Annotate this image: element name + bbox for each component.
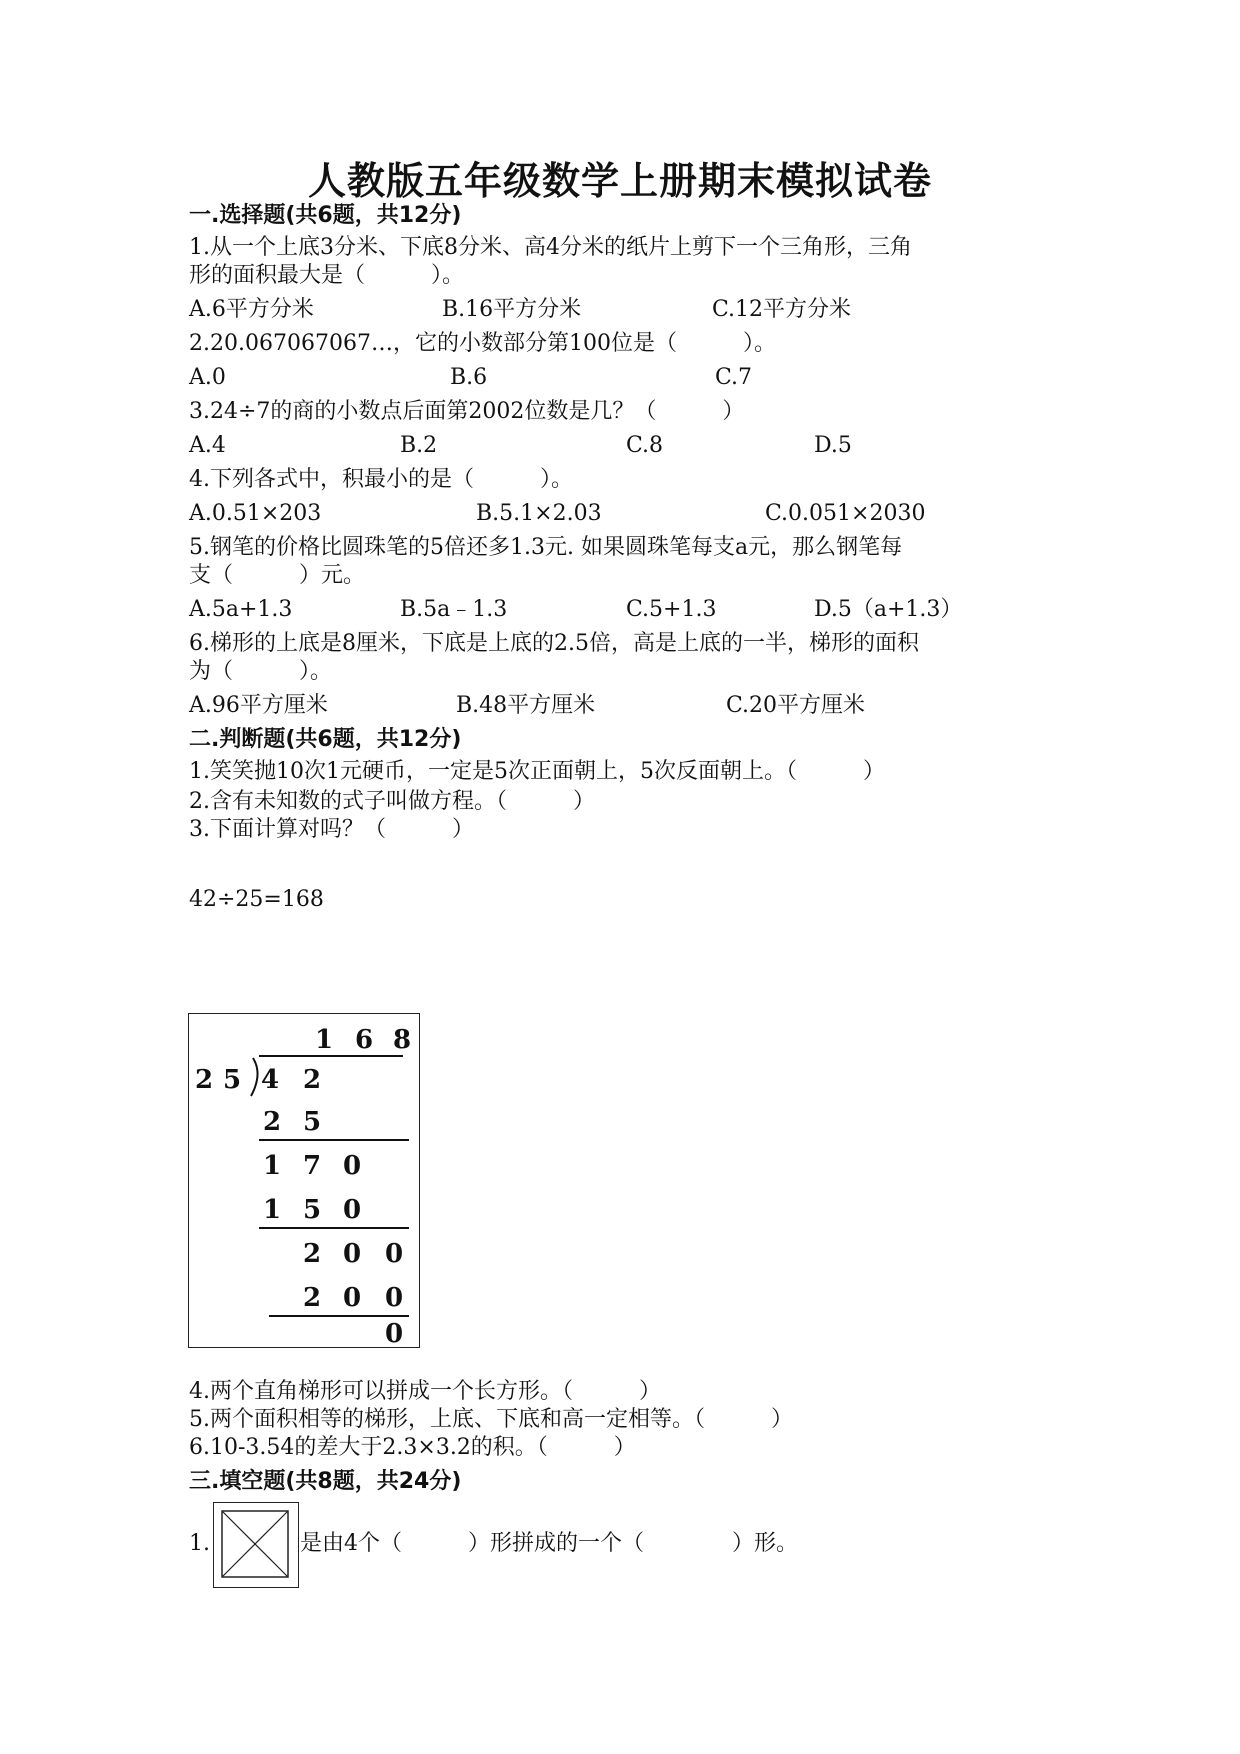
q2-1-text: 1.笑笑抛10次1元硬币，一定是5次正面朝上，5次反面朝上。（ ） bbox=[189, 759, 885, 784]
q1-1-option-c: C.12平方分米 bbox=[712, 297, 852, 322]
q1-2-text: 2.20.067067067…，它的小数部分第100位是（ ）。 bbox=[189, 331, 776, 356]
q1-4-option-b: B.5.1×2.03 bbox=[476, 501, 602, 526]
step-digit: 0 bbox=[385, 1239, 404, 1269]
step-digit: 5 bbox=[303, 1107, 322, 1137]
q1-5-text-line2: 支（ ）元。 bbox=[189, 563, 366, 588]
q1-2-option-c: C.7 bbox=[715, 365, 753, 390]
q1-5-option-b: B.5a﹣1.3 bbox=[400, 597, 508, 622]
square-figure bbox=[213, 1502, 299, 1588]
step-digit: 0 bbox=[385, 1283, 404, 1313]
q1-1-text-line1: 1.从一个上底3分米、下底8分米、高4分米的纸片上剪下一个三角形，三角 bbox=[189, 235, 912, 260]
long-division-figure bbox=[188, 1013, 420, 1348]
q1-4-text: 4.下列各式中，积最小的是（ ）。 bbox=[189, 467, 573, 492]
q1-5-option-a: A.5a+1.3 bbox=[189, 597, 293, 622]
dividend-digit: 4 bbox=[261, 1065, 280, 1095]
step-digit: 0 bbox=[343, 1283, 362, 1313]
q1-2-option-b: B.6 bbox=[450, 365, 488, 390]
dividend-digit: 2 bbox=[303, 1065, 322, 1095]
division-bracket bbox=[251, 1058, 258, 1096]
step-digit: 0 bbox=[343, 1151, 362, 1181]
step-digit: 7 bbox=[303, 1151, 322, 1181]
step-digit: 2 bbox=[303, 1283, 322, 1313]
step-digit: 0 bbox=[343, 1195, 362, 1225]
divisor-digit: 2 bbox=[195, 1065, 214, 1095]
q1-1-option-b: B.16平方分米 bbox=[442, 297, 582, 322]
quotient-digit: 6 bbox=[355, 1025, 374, 1055]
q1-3-option-c: C.8 bbox=[626, 433, 664, 458]
q1-5-option-c: C.5+1.3 bbox=[626, 597, 717, 622]
q1-1-text-line2: 形的面积最大是（ ）。 bbox=[189, 263, 465, 288]
step-digit: 2 bbox=[303, 1239, 322, 1269]
q1-5-option-d: D.5（a+1.3） bbox=[814, 597, 963, 622]
q1-4-option-a: A.0.51×203 bbox=[189, 501, 322, 526]
square-diagonals-icon bbox=[214, 1503, 298, 1587]
q1-3-text: 3.24÷7的商的小数点后面第2002位数是几？（ ） bbox=[189, 399, 745, 424]
q1-6-option-a: A.96平方厘米 bbox=[189, 693, 328, 718]
quotient-digit: 8 bbox=[393, 1025, 412, 1055]
q2-2-text: 2.含有未知数的式子叫做方程。（ ） bbox=[189, 789, 595, 814]
q1-5-text-line1: 5.钢笔的价格比圆珠笔的5倍还多1.3元. 如果圆珠笔每支a元，那么钢笔每 bbox=[189, 535, 903, 560]
divisor-digit: 5 bbox=[223, 1065, 242, 1095]
step-digit: 1 bbox=[263, 1195, 282, 1225]
section-2-heading: 二.判断题(共6题，共12分) bbox=[189, 727, 462, 752]
section-3-heading: 三.填空题(共8题，共24分) bbox=[189, 1469, 462, 1494]
q1-3-option-a: A.4 bbox=[189, 433, 226, 458]
q1-1-option-a: A.6平方分米 bbox=[189, 297, 314, 322]
q2-5-text: 5.两个面积相等的梯形，上底、下底和高一定相等。（ ） bbox=[189, 1407, 793, 1432]
q1-6-text-line1: 6.梯形的上底是8厘米，下底是上底的2.5倍，高是上底的一半，梯形的面积 bbox=[189, 631, 919, 656]
q2-6-text: 6.10-3.54的差大于2.3×3.2的积。（ ） bbox=[189, 1435, 636, 1460]
q3-1-text: 是由4个（ ）形拼成的一个（ ）形。 bbox=[300, 1531, 798, 1556]
q1-6-option-c: C.20平方厘米 bbox=[726, 693, 866, 718]
step-digit: 0 bbox=[343, 1239, 362, 1269]
q1-2-option-a: A.0 bbox=[189, 365, 226, 390]
section-1-heading: 一.选择题(共6题，共12分) bbox=[189, 203, 462, 228]
step-digit: 5 bbox=[303, 1195, 322, 1225]
q2-4-text: 4.两个直角梯形可以拼成一个长方形。（ ） bbox=[189, 1379, 661, 1404]
q1-6-text-line2: 为（ ）。 bbox=[189, 659, 333, 684]
q2-3-text: 3.下面计算对吗？（ ） bbox=[189, 817, 474, 842]
remainder-digit: 0 bbox=[385, 1319, 404, 1347]
long-division-svg bbox=[189, 1014, 419, 1347]
page-title: 人教版五年级数学上册期末模拟试卷 bbox=[307, 159, 932, 203]
q3-1-number: 1. bbox=[189, 1531, 210, 1556]
q2-3-expression: 42÷25=168 bbox=[189, 887, 324, 912]
step-digit: 2 bbox=[263, 1107, 282, 1137]
quotient-digit: 1 bbox=[315, 1025, 334, 1055]
q1-4-option-c: C.0.051×2030 bbox=[765, 501, 926, 526]
q1-3-option-d: D.5 bbox=[814, 433, 852, 458]
q1-3-option-b: B.2 bbox=[400, 433, 438, 458]
step-digit: 1 bbox=[263, 1151, 282, 1181]
q1-6-option-b: B.48平方厘米 bbox=[456, 693, 596, 718]
